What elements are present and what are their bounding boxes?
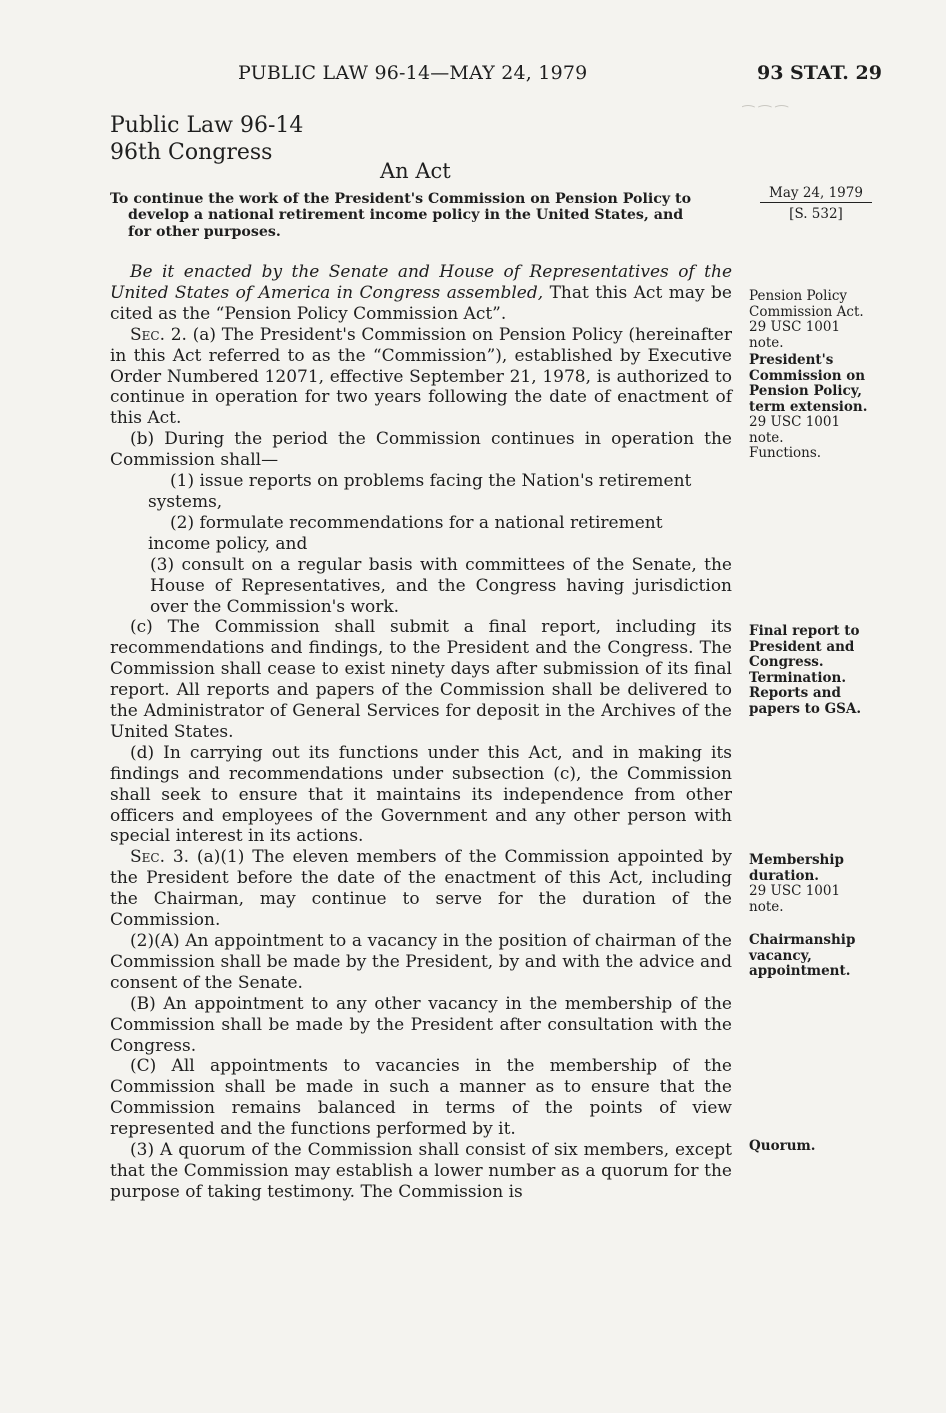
sidenote-term-extension-cite: 29 USC 1001 note. (749, 414, 841, 446)
section-2-a (110, 325, 732, 430)
sidenote-term-extension (749, 353, 877, 462)
section-2-c: (c) The Commission shall submit a final report, including its recommendations and findings, to the President and the Congress. The Commission shall cease to exist ninety days after submission of its final report. All reports and papers of the Commission shall be delivered to the Administrator of General Services for deposit in the Archives of the United States. (110, 617, 732, 742)
section-2-d: (d) In carrying out its functions under this Act, and in making its findings and recommendations under subsection (c), the Commission shall seek to ensure that it maintains its independence from other officers and employees of the Government and any other person with special interest in its actions. (110, 742, 732, 847)
sidenote-quorum: Quorum. (749, 1138, 816, 1154)
list-item (110, 471, 732, 513)
bleed-through-text: ⁀ ⁀ ⁀ (742, 105, 788, 123)
enacting-clause (110, 262, 732, 325)
sidenote-chairmanship: Chairmanship vacancy, appointment. (749, 932, 856, 979)
section-2-label: Sec. 2. (130, 324, 187, 345)
section-2-a-text: (a) The President's Commission on Pension Policy (hereinafter in this Act referred to as the “Commission”), established by Executive Order Numbered 12071, effective September 21, 1978, is authorized to continue in operation for two years following the date of enactment of this Act. (110, 324, 732, 429)
purpose-line-3: for other purposes. (128, 223, 281, 240)
sidenote-reports-gsa: Reports and papers to GSA. (749, 685, 862, 717)
act-heading: An Act (380, 159, 451, 183)
item-1-line-1: (1) issue reports on problems facing the Nation's retirement (170, 471, 692, 492)
sidenote-membership (749, 853, 877, 915)
section-3-a-1-text: (a)(1) The eleven members of the Commission appointed by the President before the date of the enactment of this Act, including the Chairman, may continue to serve for the duration of the Commission. (110, 847, 732, 931)
sidenote-functions: Functions. (749, 445, 822, 461)
section-3-a-3: (3) A quorum of the Commission shall consist of six members, except that the Commission may establish a lower number as a quorum for the purpose of taking testimony. The Commission is (110, 1140, 732, 1202)
law-number: Public Law 96-14 (110, 113, 304, 138)
item-2-line-2: income policy, and (148, 533, 308, 554)
purpose-line-2: develop a national retirement income policy in the United States, and (128, 207, 684, 224)
section-3-a-2-B: (B) An appointment to any other vacancy in the membership of the Commission shall be made by the President after consultation with the Congress. (110, 993, 732, 1056)
sidenote-membership-text: Membership duration. (749, 852, 844, 884)
list-item: (3) consult on a regular basis with committees of the Senate, the House of Representatives, and the Congress having jurisdiction over the Commission's work. (150, 554, 732, 617)
act-body (110, 262, 732, 1203)
section-3-a-1 (110, 847, 732, 931)
sidenote-short-title-text: Pension Policy Commission Act. (749, 288, 864, 320)
statute-citation: 93 STAT. 29 (757, 62, 882, 84)
enacting-clause-italic: Be it enacted by the Senate and House of Representatives of the United States of America in Congress assembled, (110, 262, 732, 303)
item-1-line-2: systems, (148, 491, 223, 512)
sidenote-short-title (749, 289, 877, 351)
sidenote-final-report (749, 624, 877, 717)
bill-number: [S. 532] (789, 206, 843, 222)
running-head: PUBLIC LAW 96-14—MAY 24, 1979 (238, 62, 588, 84)
section-2-b: (b) During the period the Commission continues in operation the Commission shall— (110, 429, 732, 471)
short-title-text: That this Act may be cited as the “Pension Policy Commission Act”. (110, 282, 732, 324)
item-2-line-1: (2) formulate recommendations for a national retirement (170, 512, 663, 533)
congress-number: 96th Congress (110, 140, 273, 165)
enactment-date-box (760, 185, 872, 222)
sidenote-final-report-text: Final report to President and Congress. (749, 623, 860, 670)
section-3-a-2-C: (C) All appointments to vacancies in the membership of the Commission shall be made in such a manner as to ensure that the Commission remains balanced in terms of the points of view represented and the functions performed by it. (110, 1056, 732, 1140)
sidenote-term-extension-text: President's Commission on Pension Policy, term extension. (749, 352, 868, 415)
section-3-label: Sec. 3. (130, 847, 190, 868)
purpose-clause (110, 191, 730, 240)
list-item (110, 513, 732, 555)
sidenote-termination: Termination. (749, 669, 847, 686)
sidenote-membership-cite: 29 USC 1001 note. (749, 883, 841, 915)
purpose-line-1: To continue the work of the President's Commission on Pension Policy to (110, 191, 692, 207)
enactment-date: May 24, 1979 (760, 185, 872, 203)
sidenote-short-title-cite: 29 USC 1001 note. (749, 319, 841, 351)
section-3-a-2-A: (2)(A) An appointment to a vacancy in the position of chairman of the Commission shall be made by the President, by and with the advice and consent of the Senate. (110, 931, 732, 993)
law-title-block (110, 112, 303, 166)
